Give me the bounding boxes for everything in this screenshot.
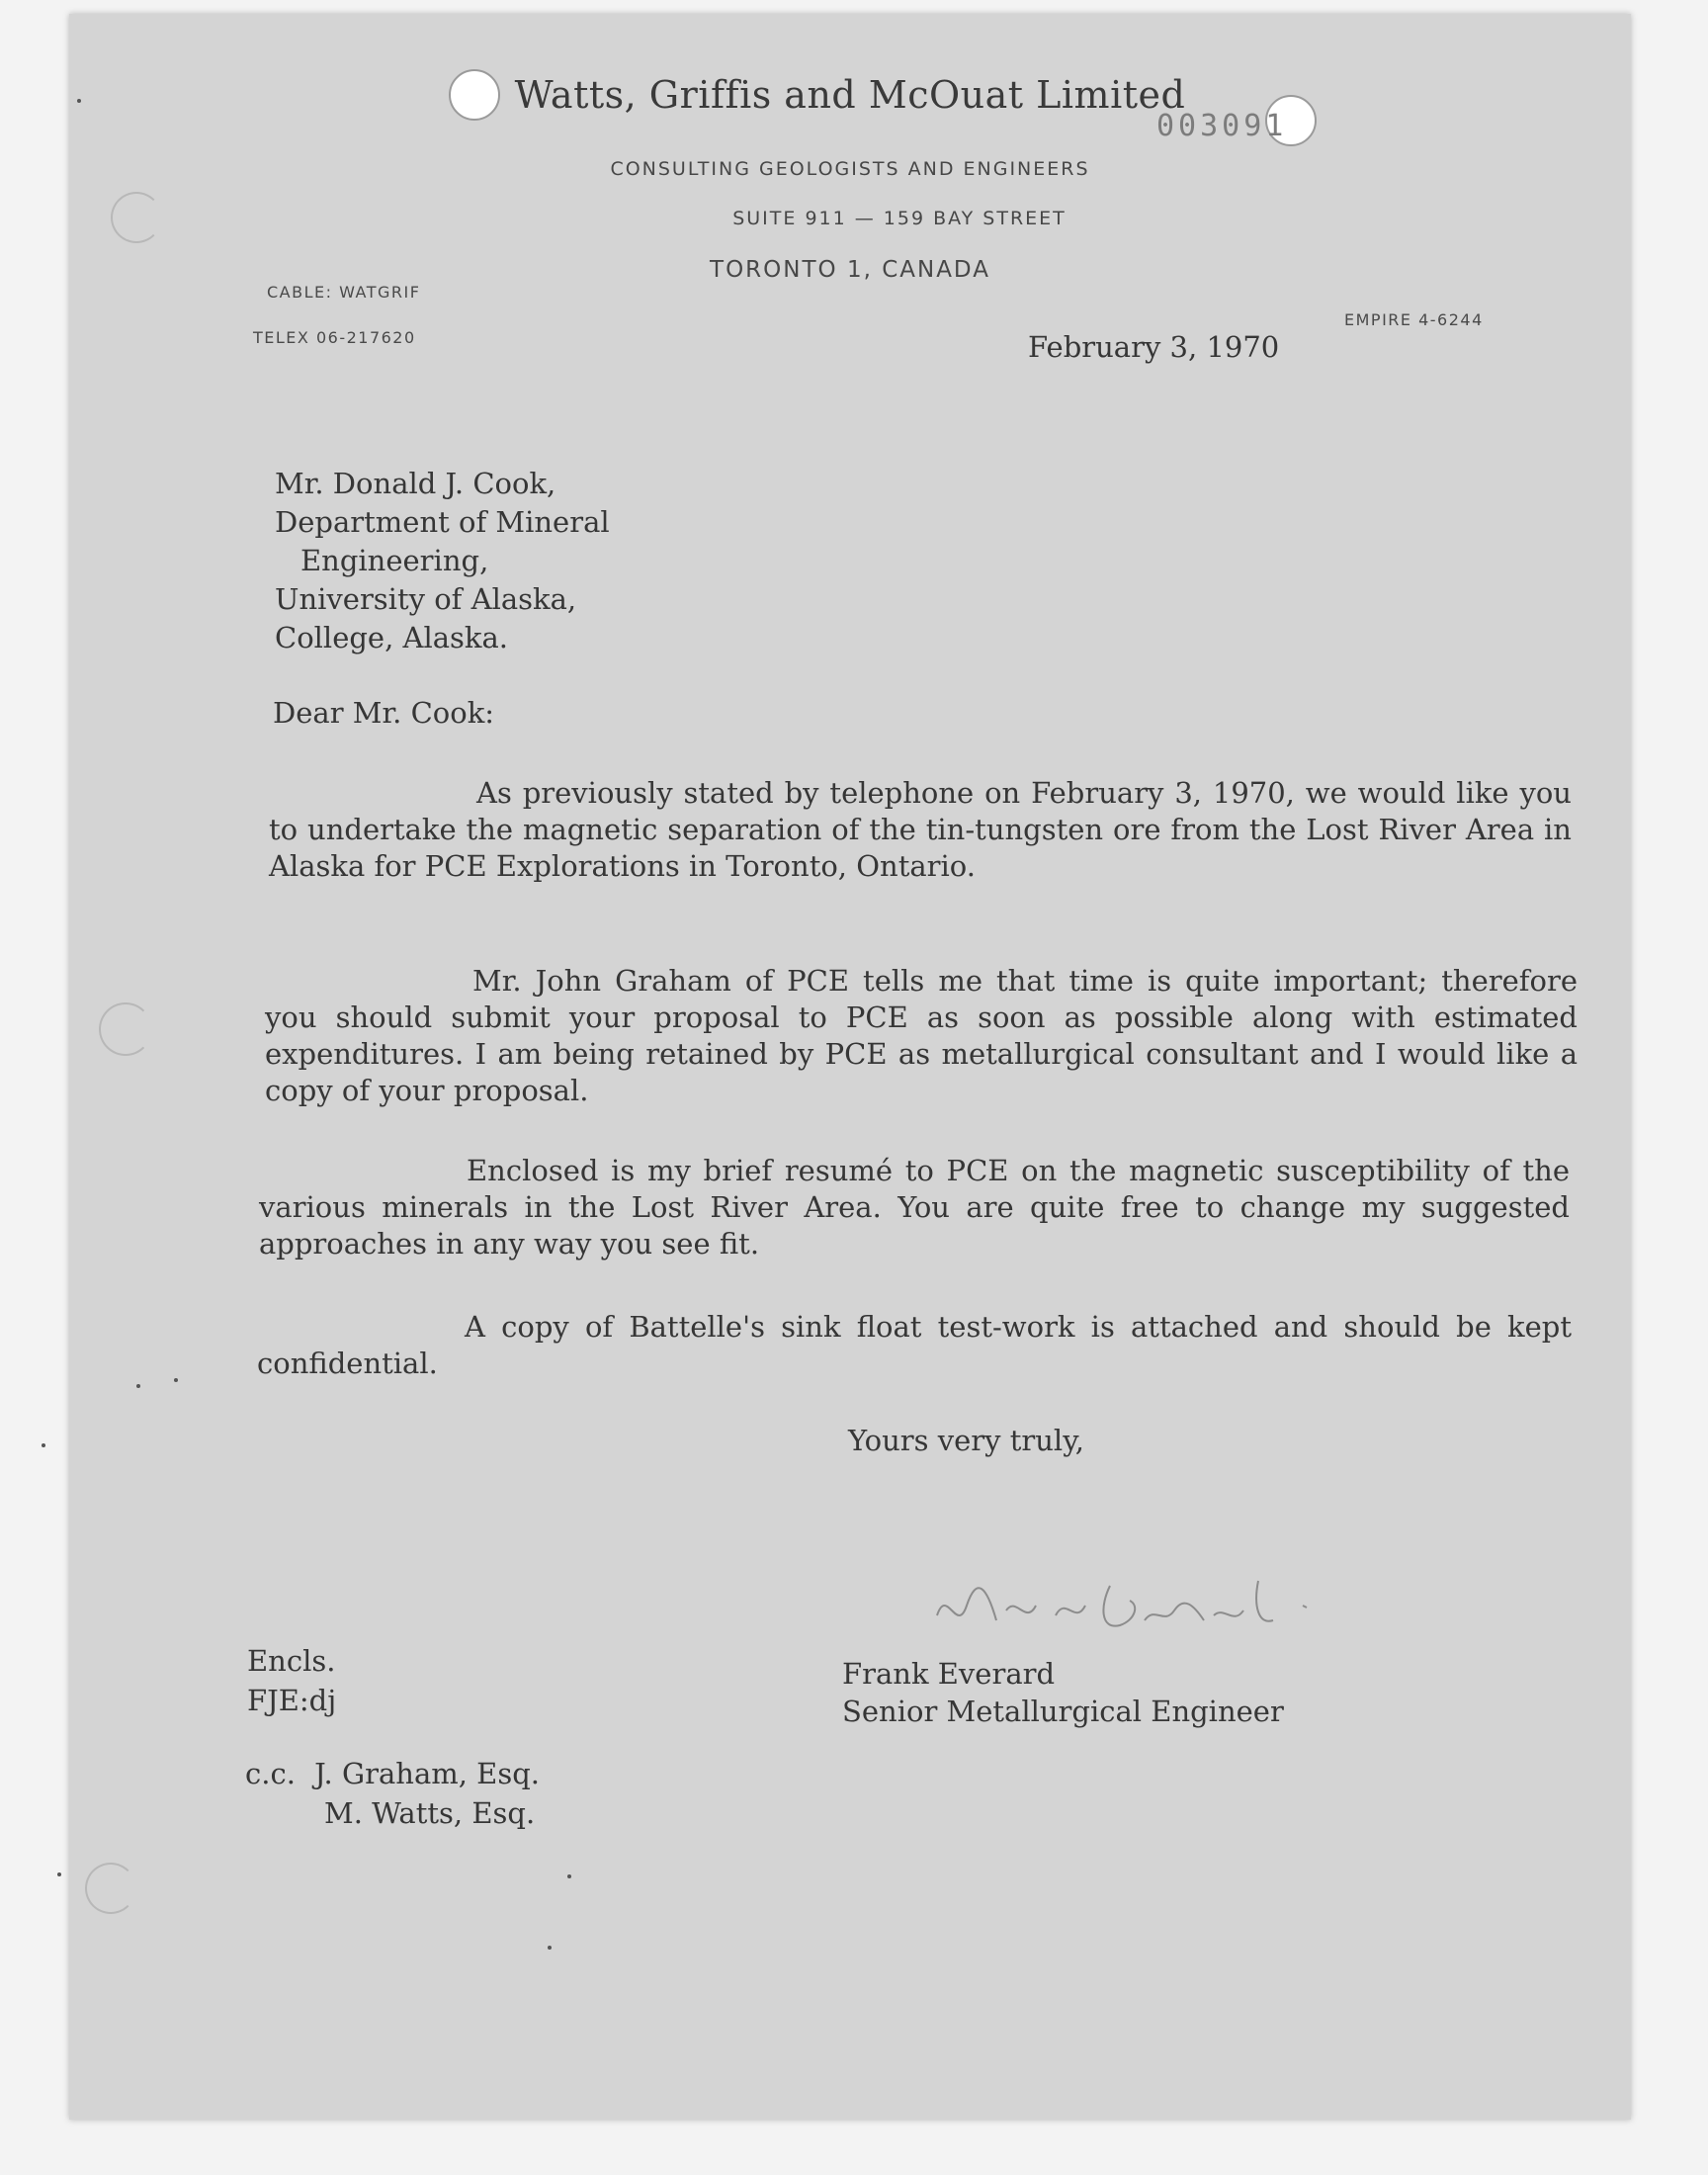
cc-recipient: M. Watts, Esq.: [324, 1796, 536, 1830]
company-name: Watts, Griffis and McOuat Limited: [514, 73, 1186, 117]
enclosures-note: Encls.: [247, 1644, 336, 1678]
cc-block: [245, 1754, 540, 1833]
body-paragraph: As previously stated by telephone on February 3, 1970, we would like you to undertake the magnetic separation of the tin-tungsten ore from the Lost River Area in Alaska for PCE Explorations in Toronto, Ontario.: [269, 776, 1572, 883]
recipient-line: Mr. Donald J. Cook,: [275, 467, 556, 500]
body-paragraph: Enclosed is my brief resumé to PCE on the magnetic susceptibility of the various minerals in the Lost River Area. You are quite free to change my suggested approaches in any way you see fit.: [259, 1154, 1570, 1261]
telex-number: TELEX 06-217620: [253, 328, 416, 347]
recipient-address: [275, 465, 610, 657]
typist-initials: FJE:dj: [247, 1684, 337, 1717]
document-stamp: 003091: [1156, 109, 1288, 143]
recipient-line: College, Alaska.: [275, 621, 508, 654]
speck: [136, 1384, 140, 1388]
cable-address: CABLE: WATGRIF: [267, 283, 421, 302]
ghost-ring-middle: [99, 1002, 152, 1056]
cc-line: [245, 1754, 540, 1793]
recipient-line: University of Alaska,: [275, 582, 577, 616]
handwritten-signature: [927, 1566, 1342, 1645]
speck: [42, 1443, 45, 1447]
cc-label: c.c.: [245, 1757, 296, 1790]
signer-name: Frank Everard: [842, 1657, 1056, 1691]
company-address: SUITE 911 — 159 BAY STREET: [732, 208, 1067, 229]
salutation: Dear Mr. Cook:: [273, 696, 495, 730]
phone-number: EMPIRE 4-6244: [1344, 310, 1484, 329]
recipient-line: Department of Mineral: [275, 505, 610, 539]
ghost-ring-bottom: [85, 1863, 136, 1914]
signer-title: Senior Metallurgical Engineer: [842, 1695, 1284, 1728]
company-tagline: CONSULTING GEOLOGISTS AND ENGINEERS: [610, 158, 1090, 180]
cc-line: [245, 1793, 540, 1833]
enclosure-block: [247, 1641, 336, 1720]
recipient-line: Engineering,: [300, 544, 489, 577]
body-paragraph: A copy of Battelle's sink float test-work is attached and should be kept confidential.: [257, 1310, 1572, 1380]
speck: [567, 1874, 571, 1878]
speck: [57, 1872, 61, 1876]
speck: [548, 1946, 552, 1950]
signer-block: [842, 1655, 1284, 1730]
closing: Yours very truly,: [848, 1424, 1084, 1457]
company-city: TORONTO 1, CANADA: [710, 257, 990, 283]
cc-recipient: J. Graham, Esq.: [314, 1757, 541, 1790]
body-paragraph: Mr. John Graham of PCE tells me that time is quite important; therefore you should submit your proposal to PCE as soon as possible along with estimated expenditures. I am being retained by PCE as metallurgical consultant and I would like a copy of your proposal.: [265, 964, 1578, 1107]
letter-page: [69, 14, 1631, 2120]
speck: [174, 1378, 178, 1382]
letter-date: February 3, 1970: [1028, 330, 1280, 364]
